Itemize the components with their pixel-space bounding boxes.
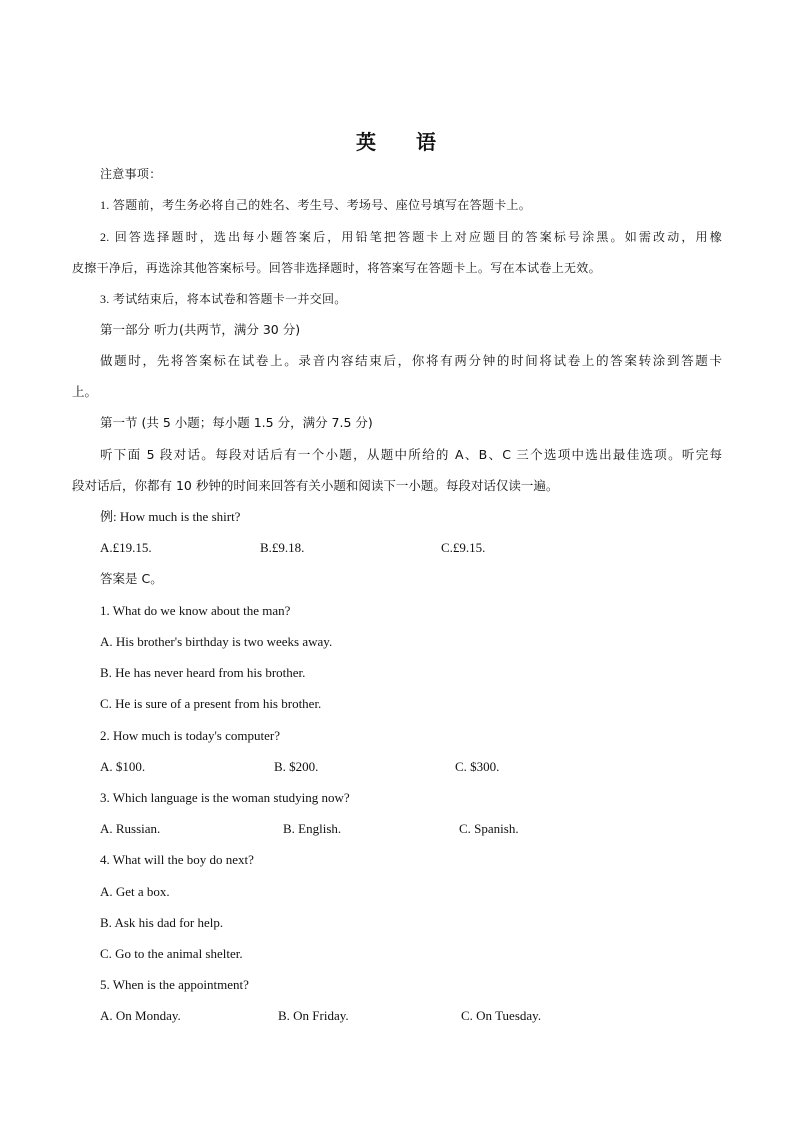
title-char-2: 语 bbox=[416, 130, 438, 154]
notice-item-1: 1. 答题前，考生务必将自己的姓名、考生号、考场号、座位号填写在答题卡上。 bbox=[100, 198, 532, 212]
page-title bbox=[0, 126, 794, 155]
part1-instructions-line-2: 上。 bbox=[72, 384, 98, 399]
question-1-option-b: B. He has never heard from his brother. bbox=[100, 665, 306, 680]
question-5-option-c: C. On Tuesday. bbox=[461, 1008, 542, 1023]
title-char-1: 英 bbox=[356, 130, 378, 154]
question-1-option-a: A. His brother's birthday is two weeks away. bbox=[100, 634, 333, 649]
notice-heading: 注意事项： bbox=[100, 167, 162, 181]
question-1-stem: 1. What do we know about the man? bbox=[100, 603, 291, 618]
question-3-option-c: C. Spanish. bbox=[459, 821, 519, 836]
example-answer: 答案是 C。 bbox=[100, 571, 163, 586]
section1-heading: 第一节 (共 5 小题；每小题 1.5 分，满分 7.5 分) bbox=[100, 415, 373, 430]
question-2-option-c: C. $300. bbox=[455, 759, 500, 774]
example-option-b: B.£9.18. bbox=[260, 540, 305, 555]
question-5-option-a: A. On Monday. bbox=[100, 1008, 181, 1023]
section1-instructions-line-1: 听下面 5 段对话。每段对话后有一个小题，从题中所给的 A、B、C 三个选项中选出最佳选项。听完每 bbox=[100, 447, 722, 462]
question-3-option-b: B. English. bbox=[283, 821, 342, 836]
question-4-option-c: C. Go to the animal shelter. bbox=[100, 946, 243, 961]
question-4-option-a: A. Get a box. bbox=[100, 884, 170, 899]
section1-instructions-line-2: 段对话后，你都有 10 秒钟的时间来回答有关小题和阅读下一小题。每段对话仅读一遍。 bbox=[72, 478, 559, 493]
notice-item-2-line-1: 2. 回答选择题时，选出每小题答案后，用铅笔把答题卡上对应题目的答案标号涂黑。如需改动，用橡 bbox=[100, 230, 722, 244]
question-2-stem: 2. How much is today's computer? bbox=[100, 728, 280, 743]
question-2-option-b: B. $200. bbox=[274, 759, 319, 774]
notice-item-3: 3. 考试结束后，将本试卷和答题卡一并交回。 bbox=[100, 292, 347, 306]
example-question: 例: How much is the shirt? bbox=[100, 509, 241, 524]
part1-instructions-line-1: 做题时，先将答案标在试卷上。录音内容结束后，你将有两分钟的时间将试卷上的答案转涂到答题卡 bbox=[100, 353, 722, 368]
example-option-a: A.£19.15. bbox=[100, 540, 152, 555]
question-3-stem: 3. Which language is the woman studying now? bbox=[100, 790, 350, 805]
question-3-option-a: A. Russian. bbox=[100, 821, 161, 836]
question-2-option-a: A. $100. bbox=[100, 759, 146, 774]
question-5-option-b: B. On Friday. bbox=[278, 1008, 349, 1023]
question-5-stem: 5. When is the appointment? bbox=[100, 977, 249, 992]
question-4-option-b: B. Ask his dad for help. bbox=[100, 915, 224, 930]
part1-heading: 第一部分 听力(共两节，满分 30 分) bbox=[100, 322, 301, 337]
example-option-c: C.£9.15. bbox=[441, 540, 486, 555]
question-4-stem: 4. What will the boy do next? bbox=[100, 852, 254, 867]
question-1-option-c: C. He is sure of a present from his brother. bbox=[100, 696, 322, 711]
notice-item-2-line-2: 皮擦干净后，再选涂其他答案标号。回答非选择题时，将答案写在答题卡上。写在本试卷上无效。 bbox=[72, 261, 601, 275]
